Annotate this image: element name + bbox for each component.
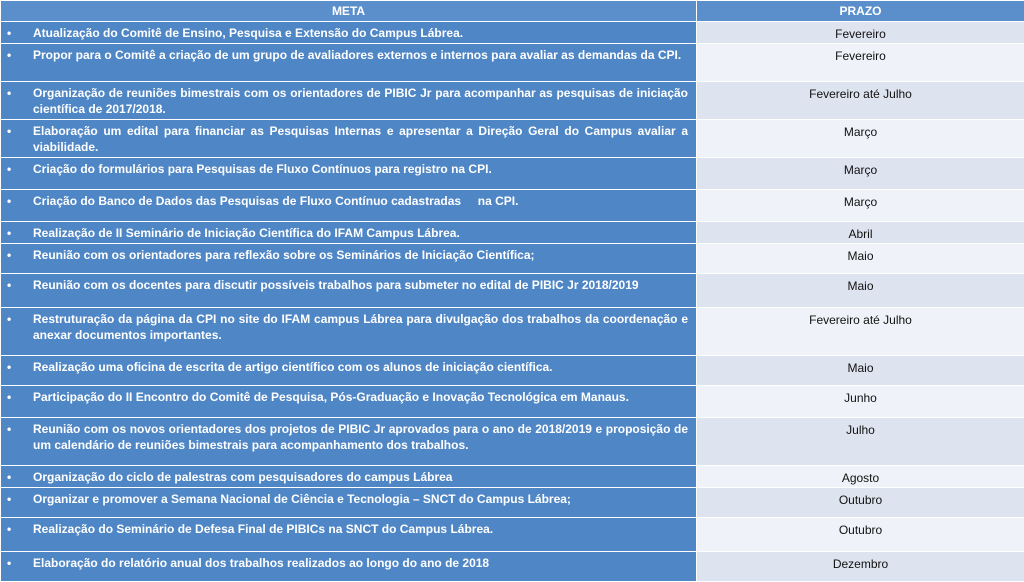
table-row (1, 418, 1024, 466)
bullet-icon: • (7, 277, 11, 293)
meta-text: Propor para o Comitê a criação de um grupo de avaliadores externos e internos para avaliar as demandas da CPI. (33, 48, 681, 62)
table-row (1, 244, 1024, 274)
table-row (1, 308, 1024, 356)
bullet-icon: • (7, 193, 11, 209)
meta-text: Organização de reuniões bimestrais com os orientadores de PIBIC Jr para acompanhar as pesquisas de iniciação científica de 2017/2018. (33, 86, 691, 116)
bullet-icon: • (7, 225, 11, 241)
meta-text: Realização uma oficina de escrita de artigo científico com os alunos de iniciação científica. (33, 360, 553, 374)
prazo-column-header: PRAZO (697, 1, 1024, 22)
bullet-icon: • (7, 359, 11, 375)
table-row (1, 518, 1024, 552)
prazo-cell: Julho (697, 418, 1024, 466)
meta-text: Criação do formulários para Pesquisas de Fluxo Contínuos para registro na CPI. (33, 162, 492, 176)
prazo-cell: Agosto (697, 466, 1024, 488)
meta-cell (1, 308, 697, 356)
meta-text: Realização de II Seminário de Iniciação Científica do IFAM Campus Lábrea. (33, 226, 460, 240)
meta-cell (1, 120, 697, 158)
meta-text: Restruturação da página da CPI no site do IFAM campus Lábrea para divulgação dos trabalhos da coordenação e anexar documentos importantes. (33, 312, 691, 342)
bullet-icon: • (7, 491, 11, 507)
table-body (1, 22, 1024, 582)
bullet-icon: • (7, 389, 11, 405)
table-row (1, 466, 1024, 488)
meta-text: Realização do Seminário de Defesa Final de PIBICs na SNCT do Campus Lábrea. (33, 522, 493, 536)
meta-cell (1, 44, 697, 82)
meta-cell (1, 244, 697, 274)
meta-cell (1, 518, 697, 552)
meta-cell (1, 190, 697, 222)
meta-text: Elaboração do relatório anual dos trabalhos realizados ao longo do ano de 2018 (33, 556, 489, 570)
prazo-cell: Março (697, 190, 1024, 222)
table-row (1, 82, 1024, 120)
meta-cell (1, 22, 697, 44)
prazo-cell: Outubro (697, 518, 1024, 552)
bullet-icon: • (7, 47, 11, 63)
meta-text: Reunião com os novos orientadores dos projetos de PIBIC Jr aprovados para o ano de 2018/2019 e proposição de um calendário de reuniões bimestrais para acompanhamento dos trabalhos. (33, 422, 691, 452)
bullet-icon: • (7, 469, 11, 485)
meta-text: Organização do ciclo de palestras com pesquisadores do campus Lábrea (33, 470, 452, 484)
bullet-icon: • (7, 25, 11, 41)
table-row (1, 190, 1024, 222)
bullet-icon: • (7, 161, 11, 177)
bullet-icon: • (7, 521, 11, 537)
meta-text: Participação do II Encontro do Comitê de Pesquisa, Pós-Graduação e Inovação Tecnológica em Manaus. (33, 390, 629, 404)
prazo-cell: Fevereiro até Julho (697, 82, 1024, 120)
meta-text: Reunião com os orientadores para reflexão sobre os Seminários de Iniciação Científica; (33, 248, 535, 262)
bullet-icon: • (7, 311, 11, 327)
bullet-icon: • (7, 85, 11, 101)
prazo-cell: Maio (697, 356, 1024, 386)
prazo-cell: Outubro (697, 488, 1024, 518)
meta-column-header: META (1, 1, 697, 22)
prazo-cell: Fevereiro (697, 44, 1024, 82)
meta-text: Atualização do Comitê de Ensino, Pesquisa e Extensão do Campus Lábrea. (33, 26, 463, 40)
prazo-cell: Abril (697, 222, 1024, 244)
prazo-cell: Junho (697, 386, 1024, 418)
meta-cell (1, 158, 697, 190)
prazo-cell: Fevereiro até Julho (697, 308, 1024, 356)
meta-cell (1, 552, 697, 582)
meta-cell (1, 356, 697, 386)
meta-cell (1, 488, 697, 518)
table-row (1, 386, 1024, 418)
meta-cell (1, 274, 697, 308)
meta-cell (1, 222, 697, 244)
table-row (1, 22, 1024, 44)
table-row (1, 158, 1024, 190)
meta-text: Organizar e promover a Semana Nacional de Ciência e Tecnologia – SNCT do Campus Lábrea; (33, 492, 571, 506)
meta-text: Criação do Banco de Dados das Pesquisas de Fluxo Contínuo cadastradas na CPI. (33, 194, 518, 208)
prazo-cell: Fevereiro (697, 22, 1024, 44)
table-row (1, 488, 1024, 518)
meta-text: Reunião com os docentes para discutir possíveis trabalhos para submeter no edital de PIBIC Jr 2018/2019 (33, 278, 639, 292)
table-row (1, 274, 1024, 308)
bullet-icon: • (7, 123, 11, 139)
table-row (1, 356, 1024, 386)
table-header-row (1, 1, 1024, 22)
meta-cell (1, 82, 697, 120)
table-row (1, 552, 1024, 582)
prazo-cell: Março (697, 120, 1024, 158)
prazo-cell: Maio (697, 244, 1024, 274)
prazo-cell: Março (697, 158, 1024, 190)
meta-cell (1, 418, 697, 466)
table-row (1, 222, 1024, 244)
table-row (1, 44, 1024, 82)
meta-text: Elaboração um edital para financiar as Pesquisas Internas e apresentar a Direção Geral do Campus avaliar a viabilidade. (33, 124, 691, 154)
bullet-icon: • (7, 247, 11, 263)
prazo-cell: Dezembro (697, 552, 1024, 582)
table-row (1, 120, 1024, 158)
bullet-icon: • (7, 421, 11, 437)
meta-cell (1, 386, 697, 418)
prazo-cell: Maio (697, 274, 1024, 308)
meta-cell (1, 466, 697, 488)
bullet-icon: • (7, 555, 11, 571)
